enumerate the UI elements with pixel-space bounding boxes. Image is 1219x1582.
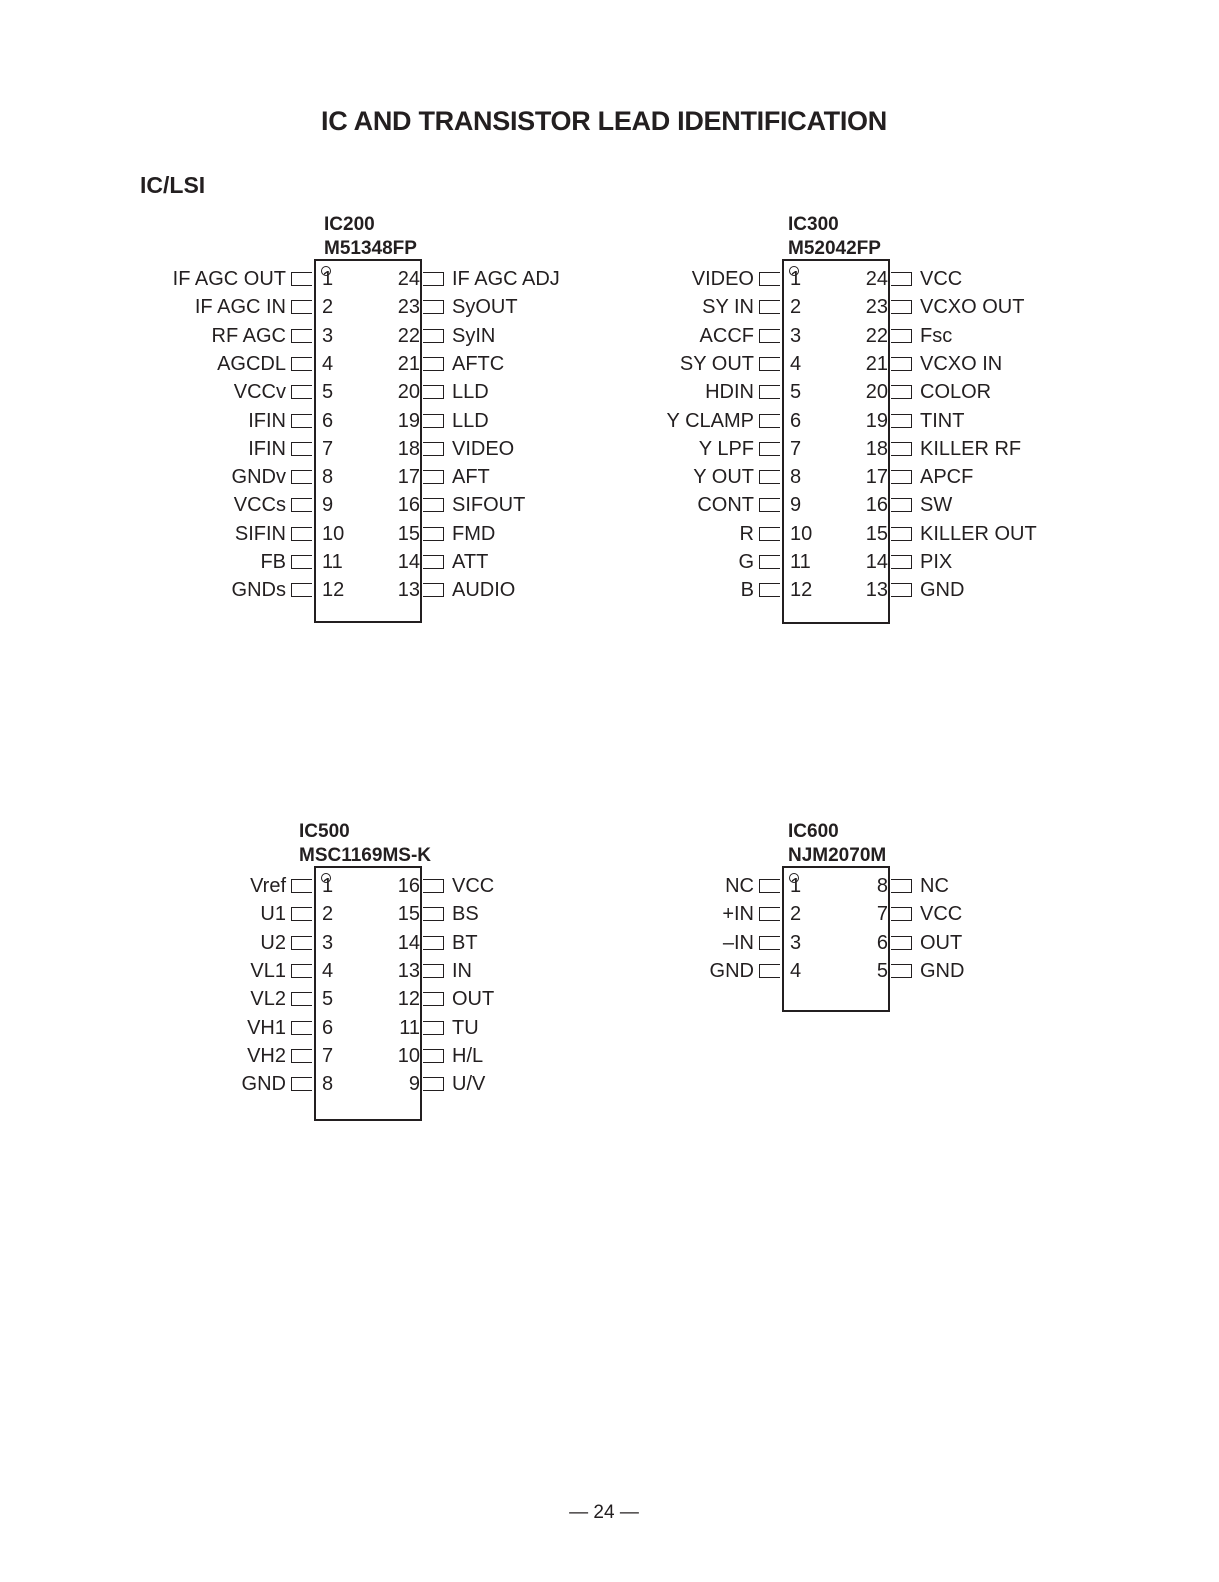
pin-label: SY IN bbox=[702, 296, 754, 319]
pin-lead bbox=[291, 1021, 312, 1035]
pin-lead bbox=[891, 470, 912, 484]
pin-number: 4 bbox=[790, 352, 802, 375]
pin-lead bbox=[291, 992, 312, 1006]
pin-label: BT bbox=[452, 931, 478, 954]
pin-lead bbox=[759, 907, 780, 921]
pin-lead bbox=[891, 442, 912, 456]
pin-label: U1 bbox=[260, 903, 286, 926]
pin-lead bbox=[291, 498, 312, 512]
chip-model: M52042FP bbox=[788, 238, 881, 259]
pin-number: 17 bbox=[397, 466, 420, 489]
pin-label: COLOR bbox=[920, 381, 992, 404]
chip-name: IC200 bbox=[324, 214, 375, 235]
page-number: — 24 — bbox=[569, 1502, 639, 1523]
pin-label: VIDEO bbox=[452, 437, 515, 460]
pin-label: AUDIO bbox=[452, 579, 516, 602]
pin-number: 10 bbox=[322, 522, 345, 545]
pin-lead bbox=[891, 498, 912, 512]
pin-number: 22 bbox=[865, 324, 888, 347]
pin-lead bbox=[759, 357, 780, 371]
pin-number: 16 bbox=[397, 494, 420, 517]
pin-label: VCCv bbox=[233, 381, 286, 404]
pin-label: +IN bbox=[722, 903, 754, 926]
pin-number: 9 bbox=[322, 494, 334, 517]
pin-lead bbox=[891, 527, 912, 541]
pin-lead bbox=[891, 583, 912, 597]
pin-label: GNDs bbox=[231, 579, 286, 602]
section-heading: IC/LSI bbox=[140, 172, 206, 198]
pin-lead bbox=[423, 414, 444, 428]
pin-lead bbox=[891, 964, 912, 978]
pin-label: AFT bbox=[452, 466, 490, 489]
pin-number: 5 bbox=[322, 381, 334, 404]
pin-label: B bbox=[740, 579, 754, 602]
pin-label: U/V bbox=[452, 1073, 486, 1096]
pin-label: NC bbox=[920, 875, 949, 897]
pin-number: 3 bbox=[790, 931, 802, 954]
pin-lead bbox=[291, 414, 312, 428]
pin-lead bbox=[759, 329, 780, 343]
pin-lead bbox=[291, 555, 312, 569]
pin-lead bbox=[291, 964, 312, 978]
pin-number: 20 bbox=[397, 381, 420, 404]
pin-lead bbox=[291, 385, 312, 399]
pin-lead bbox=[759, 300, 780, 314]
pin-label: Fsc bbox=[920, 324, 953, 347]
pin-number: 24 bbox=[865, 268, 888, 290]
pin-label: ACCF bbox=[699, 324, 754, 347]
pin-number: 3 bbox=[322, 931, 334, 954]
pin-label: VH1 bbox=[247, 1016, 286, 1039]
pin-lead bbox=[891, 272, 912, 286]
pin-number: 5 bbox=[790, 381, 802, 404]
pin-number: 13 bbox=[397, 579, 420, 602]
pin-number: 12 bbox=[397, 988, 420, 1011]
pin-lead bbox=[291, 907, 312, 921]
pin-lead bbox=[291, 272, 312, 286]
pin-lead bbox=[291, 527, 312, 541]
pin-number: 20 bbox=[865, 381, 888, 404]
pin-lead bbox=[759, 442, 780, 456]
pin-number: 1 bbox=[790, 268, 802, 290]
pin-lead bbox=[423, 1049, 444, 1063]
pin-number: 6 bbox=[876, 931, 888, 954]
pin-lead bbox=[423, 1021, 444, 1035]
pin-label: LLD bbox=[452, 409, 489, 432]
pin-label: IFIN bbox=[248, 437, 286, 460]
pin-label: TINT bbox=[920, 409, 965, 432]
pin-number: 14 bbox=[397, 551, 420, 573]
pin-number: 19 bbox=[865, 409, 888, 432]
pin-number: 9 bbox=[790, 494, 802, 517]
pin-number: 6 bbox=[322, 1016, 334, 1039]
pin-number: 13 bbox=[397, 959, 420, 982]
pin-number: 8 bbox=[790, 466, 802, 489]
pin-number: 24 bbox=[397, 268, 420, 290]
pin-label: SY OUT bbox=[679, 352, 754, 375]
chip-name: IC300 bbox=[788, 214, 839, 235]
pin-lead bbox=[759, 272, 780, 286]
pin-lead bbox=[891, 385, 912, 399]
pin-label: SIFIN bbox=[234, 522, 286, 545]
pin-number: 7 bbox=[790, 437, 802, 460]
pin-label: SW bbox=[920, 494, 953, 517]
pin-lead bbox=[291, 936, 312, 950]
pin-number: 1 bbox=[322, 268, 334, 290]
pin-number: 14 bbox=[397, 931, 420, 954]
pin-lead bbox=[423, 907, 444, 921]
pin-number: 15 bbox=[397, 522, 420, 545]
pin-lead bbox=[759, 414, 780, 428]
pin-lead bbox=[423, 470, 444, 484]
pin-label: U2 bbox=[260, 931, 286, 954]
pin-lead bbox=[423, 1077, 444, 1091]
pin-label: GND bbox=[241, 1073, 286, 1096]
pin-number: 16 bbox=[397, 875, 420, 897]
pin-number: 7 bbox=[322, 1044, 334, 1067]
pin-label: KILLER OUT bbox=[920, 522, 1037, 545]
pin-number: 2 bbox=[322, 296, 334, 319]
pin-lead bbox=[759, 583, 780, 597]
pin-number: 12 bbox=[790, 579, 813, 602]
pin-number: 10 bbox=[790, 522, 813, 545]
page-title: IC AND TRANSISTOR LEAD IDENTIFICATION bbox=[321, 106, 887, 136]
pin-number: 23 bbox=[865, 296, 888, 319]
pin-label: H/L bbox=[452, 1044, 484, 1067]
pin-label: RF AGC bbox=[211, 324, 286, 347]
chip-name: IC500 bbox=[299, 821, 350, 842]
pin-lead bbox=[423, 357, 444, 371]
pin-label: SyOUT bbox=[452, 296, 518, 319]
pin-number: 1 bbox=[322, 875, 334, 897]
pin-lead bbox=[759, 527, 780, 541]
pin-label: VL2 bbox=[250, 988, 286, 1011]
pin-label: AFTC bbox=[452, 352, 505, 375]
pin-lead bbox=[423, 964, 444, 978]
pin-label: VCXO IN bbox=[920, 352, 1003, 375]
chip-model: MSC1169MS-K bbox=[299, 845, 431, 866]
pin-lead bbox=[891, 879, 912, 893]
pin-number: 11 bbox=[790, 551, 811, 573]
pin-number: 5 bbox=[322, 988, 334, 1011]
pin-label: GNDv bbox=[231, 466, 286, 489]
pin-label: G bbox=[738, 551, 754, 573]
pin-lead bbox=[759, 385, 780, 399]
pin-label: GND bbox=[709, 959, 754, 982]
pin-number: 4 bbox=[322, 959, 334, 982]
pin-lead bbox=[891, 907, 912, 921]
pin-lead bbox=[423, 329, 444, 343]
pin-lead bbox=[423, 442, 444, 456]
pin-number: 17 bbox=[865, 466, 888, 489]
pin-number: 11 bbox=[322, 551, 343, 573]
pin-label: GND bbox=[920, 959, 965, 982]
pin-number: 16 bbox=[865, 494, 888, 517]
pin-label: NC bbox=[725, 875, 754, 897]
pin-number: 2 bbox=[790, 903, 802, 926]
pin-number: 5 bbox=[876, 959, 888, 982]
pin-label: PIX bbox=[920, 551, 953, 573]
pin-lead bbox=[291, 357, 312, 371]
chip-model: M51348FP bbox=[324, 238, 417, 259]
pin-number: 8 bbox=[322, 1073, 334, 1096]
pin-label: VCXO OUT bbox=[920, 296, 1025, 319]
pin-lead bbox=[423, 527, 444, 541]
pin-lead bbox=[759, 470, 780, 484]
pin-lead bbox=[891, 936, 912, 950]
pin-lead bbox=[891, 414, 912, 428]
pin-number: 6 bbox=[790, 409, 802, 432]
pin-number: 2 bbox=[322, 903, 334, 926]
pin-label: CONT bbox=[697, 494, 754, 517]
pin-number: 14 bbox=[865, 551, 888, 573]
pin-label: IFIN bbox=[248, 409, 286, 432]
pin-number: 6 bbox=[322, 409, 334, 432]
pin-label: Y CLAMP bbox=[666, 409, 754, 432]
pin-label: SyIN bbox=[452, 324, 496, 347]
pin-lead bbox=[291, 329, 312, 343]
pin-label: APCF bbox=[920, 466, 974, 489]
pin-number: 11 bbox=[399, 1016, 420, 1039]
pin-number: 13 bbox=[865, 579, 888, 602]
pin-label: SIFOUT bbox=[452, 494, 526, 517]
pin-lead bbox=[891, 555, 912, 569]
pin-label: VCC bbox=[920, 268, 963, 290]
pin-number: 7 bbox=[322, 437, 334, 460]
pin-lead bbox=[423, 272, 444, 286]
pin-number: 7 bbox=[876, 903, 888, 926]
pin-lead bbox=[423, 936, 444, 950]
pin-lead bbox=[423, 300, 444, 314]
pin-label: VCCs bbox=[233, 494, 286, 517]
pin-lead bbox=[423, 583, 444, 597]
pin-label: IF AGC IN bbox=[194, 296, 286, 319]
pin-number: 18 bbox=[397, 437, 420, 460]
pin-label: Y LPF bbox=[698, 437, 754, 460]
pin-number: 21 bbox=[397, 352, 420, 375]
pin-number: 4 bbox=[322, 352, 334, 375]
pin-number: 3 bbox=[790, 324, 802, 347]
pin-lead bbox=[423, 385, 444, 399]
pin-lead bbox=[291, 1077, 312, 1091]
pin-label: VCC bbox=[452, 875, 495, 897]
pin-label: AGCDL bbox=[217, 352, 286, 375]
pin-lead bbox=[291, 879, 312, 893]
chip-model: NJM2070M bbox=[788, 845, 887, 866]
pin-number: 19 bbox=[397, 409, 420, 432]
pin-label: IF AGC OUT bbox=[172, 268, 286, 290]
pin-lead bbox=[423, 498, 444, 512]
pin-label: –IN bbox=[722, 931, 754, 954]
pin-label: R bbox=[739, 522, 754, 545]
pin-label: HDIN bbox=[705, 381, 754, 404]
pin-lead bbox=[291, 470, 312, 484]
pin-number: 2 bbox=[790, 296, 802, 319]
pin-label: Y OUT bbox=[693, 466, 754, 489]
pin-lead bbox=[291, 300, 312, 314]
pin-number: 8 bbox=[876, 875, 888, 897]
pin-lead bbox=[759, 964, 780, 978]
pin-label: VL1 bbox=[250, 959, 286, 982]
pin-lead bbox=[423, 879, 444, 893]
pin-label: IN bbox=[452, 959, 472, 982]
pin-label: OUT bbox=[452, 988, 495, 1011]
pin-number: 4 bbox=[790, 959, 802, 982]
pin-label: VH2 bbox=[247, 1044, 286, 1067]
pin-label: Vref bbox=[250, 875, 286, 897]
pin-number: 1 bbox=[790, 875, 802, 897]
pin-number: 10 bbox=[397, 1044, 420, 1067]
pin-number: 12 bbox=[322, 579, 345, 602]
pin-lead bbox=[759, 936, 780, 950]
pin-number: 3 bbox=[322, 324, 334, 347]
pin-label: OUT bbox=[920, 931, 963, 954]
pin-label: GND bbox=[920, 579, 965, 602]
pin-number: 8 bbox=[322, 466, 334, 489]
pin-number: 22 bbox=[397, 324, 420, 347]
pin-label: ATT bbox=[452, 551, 489, 573]
pin-lead bbox=[891, 300, 912, 314]
pin-number: 9 bbox=[408, 1073, 420, 1096]
pin-lead bbox=[423, 992, 444, 1006]
pin-lead bbox=[759, 498, 780, 512]
pin-number: 15 bbox=[397, 903, 420, 926]
pin-label: VIDEO bbox=[691, 268, 754, 290]
pin-label: VCC bbox=[920, 903, 963, 926]
pin-label: IF AGC ADJ bbox=[452, 268, 560, 290]
pin-label: BS bbox=[452, 903, 479, 926]
pin-number: 23 bbox=[397, 296, 420, 319]
pin-lead bbox=[759, 555, 780, 569]
pin-label: TU bbox=[452, 1016, 479, 1039]
pin-lead bbox=[891, 329, 912, 343]
pin-lead bbox=[423, 555, 444, 569]
pin-lead bbox=[291, 583, 312, 597]
pin-label: FB bbox=[260, 551, 286, 573]
pin-lead bbox=[759, 879, 780, 893]
pin-lead bbox=[291, 442, 312, 456]
pin-lead bbox=[291, 1049, 312, 1063]
pin-label: FMD bbox=[452, 522, 496, 545]
pin-lead bbox=[891, 357, 912, 371]
pin-label: KILLER RF bbox=[920, 437, 1022, 460]
pin-number: 15 bbox=[865, 522, 888, 545]
pin-number: 18 bbox=[865, 437, 888, 460]
pin-label: LLD bbox=[452, 381, 489, 404]
pin-number: 21 bbox=[865, 352, 888, 375]
chip-name: IC600 bbox=[788, 821, 839, 842]
